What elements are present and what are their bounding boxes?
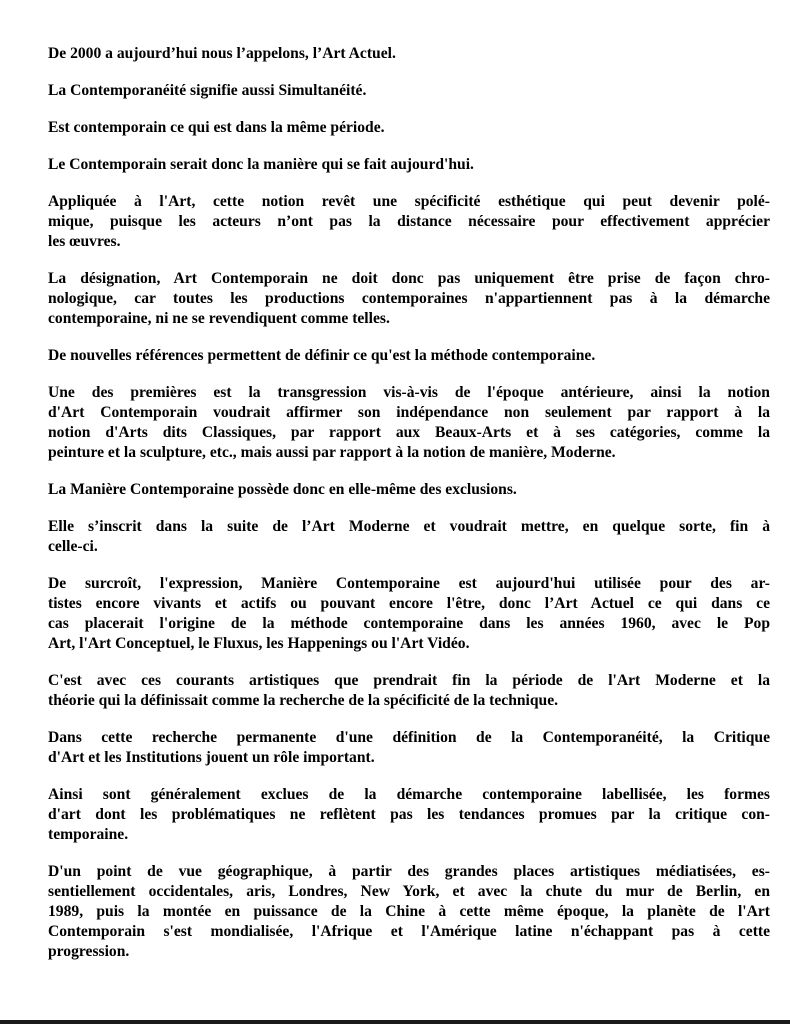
text-line: nologique, car toutes les productions contemporaines n'appartiennent pas à la démarche: [48, 290, 770, 307]
text-line: Appliquée à l'Art, cette notion revêt une spécificité esthétique qui peut devenir polé-: [48, 193, 770, 210]
text-line: Contemporain s'est mondialisée, l'Afrique et l'Amérique latine n'échappant pas à cette: [48, 923, 770, 940]
document-page: [48, 44, 770, 979]
text-line: Elle s’inscrit dans la suite de l’Art Moderne et voudrait mettre, en quelque sorte, fin à: [48, 518, 770, 535]
text-line: De 2000 a aujourd’hui nous l’appelons, l’Art Actuel.: [48, 45, 396, 62]
text-line: La désignation, Art Contemporain ne doit donc pas uniquement être prise de façon chro-: [48, 270, 770, 287]
paragraph: [48, 480, 770, 500]
text-line: Ainsi sont généralement exclues de la démarche contemporaine labellisée, les formes: [48, 786, 770, 803]
text-line: Le Contemporain serait donc la manière qui se fait aujourd'hui.: [48, 156, 474, 173]
text-line: d'Art et les Institutions jouent un rôle important.: [48, 749, 375, 766]
paragraph: [48, 728, 770, 768]
paragraph: [48, 155, 770, 175]
page-bottom-edge: [0, 1020, 790, 1024]
text-line: D'un point de vue géographique, à partir des grandes places artistiques médiatisées, es-: [48, 863, 770, 880]
text-line: 1989, puis la montée en puissance de la Chine à cette même époque, la planète de l'Art: [48, 903, 770, 920]
paragraph: [48, 574, 770, 654]
text-line: Une des premières est la transgression vis-à-vis de l'époque antérieure, ainsi la notion: [48, 384, 770, 401]
text-line: La Contemporanéité signifie aussi Simultanéité.: [48, 82, 367, 99]
text-line: sentiellement occidentales, aris, Londres, New York, et avec la chute du mur de Berlin, en: [48, 883, 770, 900]
paragraph: [48, 118, 770, 138]
paragraph: [48, 346, 770, 366]
text-line: De nouvelles références permettent de définir ce qu'est la méthode contemporaine.: [48, 347, 596, 364]
text-line: progression.: [48, 943, 130, 960]
paragraph: [48, 44, 770, 64]
paragraph: [48, 517, 770, 557]
text-line: temporaine.: [48, 826, 129, 843]
text-line: mique, puisque les acteurs n’ont pas la distance nécessaire pour effectivement apprécier: [48, 213, 770, 230]
text-line: d'Art Contemporain voudrait affirmer son indépendance non seulement par rapport à la: [48, 404, 770, 421]
paragraph: [48, 383, 770, 463]
text-line: celle-ci.: [48, 538, 98, 555]
text-line: théorie qui la définissait comme la recherche de la spécificité de la technique.: [48, 692, 559, 709]
paragraph: [48, 862, 770, 962]
text-line: notion d'Arts dits Classiques, par rapport aux Beaux-Arts et à ses catégories, comme la: [48, 424, 770, 441]
paragraph: [48, 671, 770, 711]
text-line: cas placerait l'origine de la méthode contemporaine dans les années 1960, avec le Pop: [48, 615, 770, 632]
text-line: C'est avec ces courants artistiques que prendrait fin la période de l'Art Moderne et la: [48, 672, 770, 689]
paragraph: [48, 785, 770, 845]
text-line: Dans cette recherche permanente d'une définition de la Contemporanéité, la Critique: [48, 729, 770, 746]
text-line: d'art dont les problématiques ne reflètent pas les tendances promues par la critique con-: [48, 806, 770, 823]
text-line: Art, l'Art Conceptuel, le Fluxus, les Happenings ou l'Art Vidéo.: [48, 635, 470, 652]
text-line: La Manière Contemporaine possède donc en elle-même des exclusions.: [48, 481, 517, 498]
text-line: les œuvres.: [48, 233, 121, 250]
paragraph: [48, 269, 770, 329]
paragraph: [48, 81, 770, 101]
text-line: tistes encore vivants et actifs ou pouvant encore l'être, donc l’Art Actuel ce qui dans ce: [48, 595, 770, 612]
paragraph: [48, 192, 770, 252]
text-line: contemporaine, ni ne se revendiquent comme telles.: [48, 310, 390, 327]
text-line: De surcroît, l'expression, Manière Contemporaine est aujourd'hui utilisée pour des ar-: [48, 575, 770, 592]
text-line: Est contemporain ce qui est dans la même période.: [48, 119, 385, 136]
text-line: peinture et la sculpture, etc., mais aussi par rapport à la notion de manière, Moderne.: [48, 444, 616, 461]
